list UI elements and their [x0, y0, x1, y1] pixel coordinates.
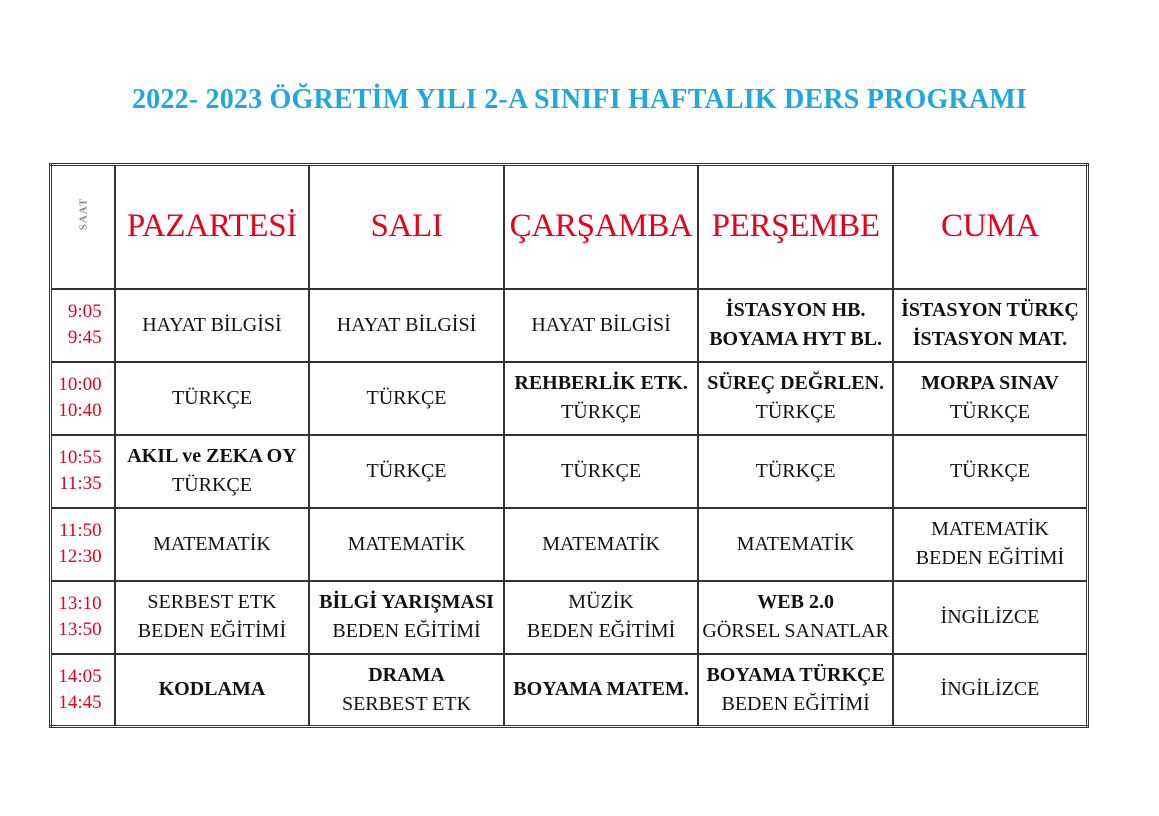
period-row — [51, 581, 1088, 654]
lesson-name: BEDEN EĞİTİMİ — [526, 620, 676, 642]
lesson-name: TÜRKÇE — [949, 401, 1030, 423]
day-header-monday: PAZARTESİ — [115, 165, 310, 289]
period-row — [51, 508, 1088, 581]
end-time: 11:35 — [59, 473, 102, 494]
lesson-cell-thursday — [698, 289, 893, 362]
lesson-name: MATEMATİK — [931, 518, 1049, 540]
lesson-cell-thursday — [698, 435, 893, 508]
lesson-name: TÜRKÇE — [561, 401, 642, 423]
day-header-friday: CUMA — [893, 165, 1088, 289]
lesson-name: WEB 2.0 — [757, 591, 834, 613]
lesson-cell-friday — [893, 508, 1088, 581]
lesson-name: TÜRKÇE — [171, 474, 252, 496]
lesson-cell-tuesday — [309, 581, 504, 654]
lesson-name: HAYAT BİLGİSİ — [531, 313, 671, 336]
lesson-cell-friday — [893, 654, 1088, 727]
lesson-cell-wednesday — [504, 581, 699, 654]
lesson-name: BEDEN EĞİTİMİ — [137, 620, 287, 642]
lesson-cell-thursday — [698, 581, 893, 654]
lesson-name: MATEMATİK — [347, 532, 466, 555]
lesson-name: MATEMATİK — [736, 532, 855, 555]
lesson-name: HAYAT BİLGİSİ — [142, 313, 282, 336]
lesson-cell-tuesday — [309, 508, 504, 581]
end-time: 12:30 — [58, 546, 102, 567]
lesson-cell-wednesday — [504, 654, 699, 727]
end-time: 10:40 — [58, 400, 102, 421]
lesson-name: BOYAMA MATEM. — [513, 678, 689, 701]
end-time: 13:50 — [58, 619, 102, 640]
lesson-cell-monday — [115, 435, 310, 508]
lesson-cell-wednesday — [504, 435, 699, 508]
header-row — [51, 165, 1088, 289]
lesson-name: BEDEN EĞİTİMİ — [915, 547, 1065, 569]
lesson-name: İNGİLİZCE — [940, 605, 1040, 628]
lesson-name: İSTASYON HB. — [725, 299, 866, 321]
period-row — [51, 435, 1088, 508]
time-cell — [51, 654, 115, 727]
lesson-name: İNGİLİZCE — [940, 678, 1040, 701]
start-time: 13:10 — [58, 593, 102, 614]
lesson-cell-monday — [115, 289, 310, 362]
lesson-name: DRAMA — [368, 663, 445, 686]
lesson-cell-thursday — [698, 508, 893, 581]
lesson-name: HAYAT BİLGİSİ — [336, 313, 477, 336]
day-header-wednesday: ÇARŞAMBA — [504, 165, 699, 289]
lesson-cell-monday — [115, 654, 310, 727]
lesson-name: TÜRKÇE — [561, 459, 642, 482]
lesson-name: SERBEST ETK — [341, 692, 472, 715]
lesson-name: İSTASYON TÜRKÇ — [901, 299, 1079, 321]
lesson-cell-friday — [893, 435, 1088, 508]
lesson-cell-friday — [893, 581, 1088, 654]
start-time: 9:05 — [67, 301, 102, 322]
lesson-name: SERBEST ETK — [147, 591, 277, 613]
lesson-name: MATEMATİK — [153, 532, 271, 555]
lesson-cell-tuesday — [309, 435, 504, 508]
lesson-name: TÜRKÇE — [366, 459, 447, 482]
start-time: 10:00 — [58, 374, 102, 395]
lesson-cell-tuesday — [309, 289, 504, 362]
day-header-tuesday: SALI — [309, 165, 504, 289]
saat-header-cell — [51, 165, 115, 289]
lesson-name: BOYAMA TÜRKÇE — [706, 663, 885, 686]
start-time: 10:55 — [58, 447, 102, 468]
lesson-name: SÜREÇ DEĞRLEN. — [707, 372, 884, 394]
lesson-cell-thursday — [698, 362, 893, 435]
lesson-name: TÜRKÇE — [171, 386, 252, 409]
time-cell — [51, 362, 115, 435]
end-time: 14:45 — [58, 691, 102, 713]
lesson-name: BEDEN EĞİTİMİ — [332, 620, 481, 642]
lesson-name: TÜRKÇE — [755, 459, 836, 482]
lesson-cell-wednesday — [504, 362, 699, 435]
time-cell — [51, 435, 115, 508]
lesson-cell-friday — [893, 362, 1088, 435]
time-cell — [51, 581, 115, 654]
lesson-name: İSTASYON MAT. — [912, 328, 1068, 350]
lesson-name: TÜRKÇE — [949, 459, 1030, 482]
day-header-thursday: PERŞEMBE — [698, 165, 893, 289]
lesson-name: MATEMATİK — [542, 532, 660, 555]
lesson-name: KODLAMA — [158, 678, 266, 701]
lesson-name: BEDEN EĞİTİMİ — [721, 692, 870, 715]
lesson-name: TÜRKÇE — [366, 386, 447, 409]
lesson-name: BİLGİ YARIŞMASI — [319, 591, 494, 613]
lesson-name: AKIL ve ZEKA OY — [127, 445, 297, 467]
lesson-name: MÜZİK — [568, 591, 634, 613]
lesson-name: MORPA SINAV — [921, 372, 1059, 394]
saat-label: SAAT — [76, 197, 89, 231]
time-cell — [51, 289, 115, 362]
lesson-cell-monday — [115, 362, 310, 435]
lesson-cell-thursday — [698, 654, 893, 727]
lesson-cell-monday — [115, 581, 310, 654]
lesson-cell-wednesday — [504, 508, 699, 581]
period-row — [51, 362, 1088, 435]
lesson-cell-tuesday — [309, 362, 504, 435]
lesson-cell-tuesday — [309, 654, 504, 727]
lesson-name: TÜRKÇE — [755, 401, 836, 423]
start-time: 11:50 — [59, 520, 102, 541]
period-row — [51, 289, 1088, 362]
schedule-table — [49, 163, 1089, 728]
period-row — [51, 654, 1088, 727]
lesson-cell-friday — [893, 289, 1088, 362]
page-title: 2022- 2023 ÖĞRETİM YILI 2-A SINIFI HAFTALIK DERS PROGRAMI — [131, 84, 1028, 115]
lesson-name: GÖRSEL SANATLAR — [702, 620, 889, 642]
time-cell — [51, 508, 115, 581]
lesson-name: BOYAMA HYT BL. — [709, 328, 883, 350]
end-time: 9:45 — [67, 327, 102, 348]
lesson-cell-wednesday — [504, 289, 699, 362]
lesson-cell-monday — [115, 508, 310, 581]
lesson-name: REHBERLİK ETK. — [514, 372, 688, 394]
start-time: 14:05 — [58, 665, 102, 687]
